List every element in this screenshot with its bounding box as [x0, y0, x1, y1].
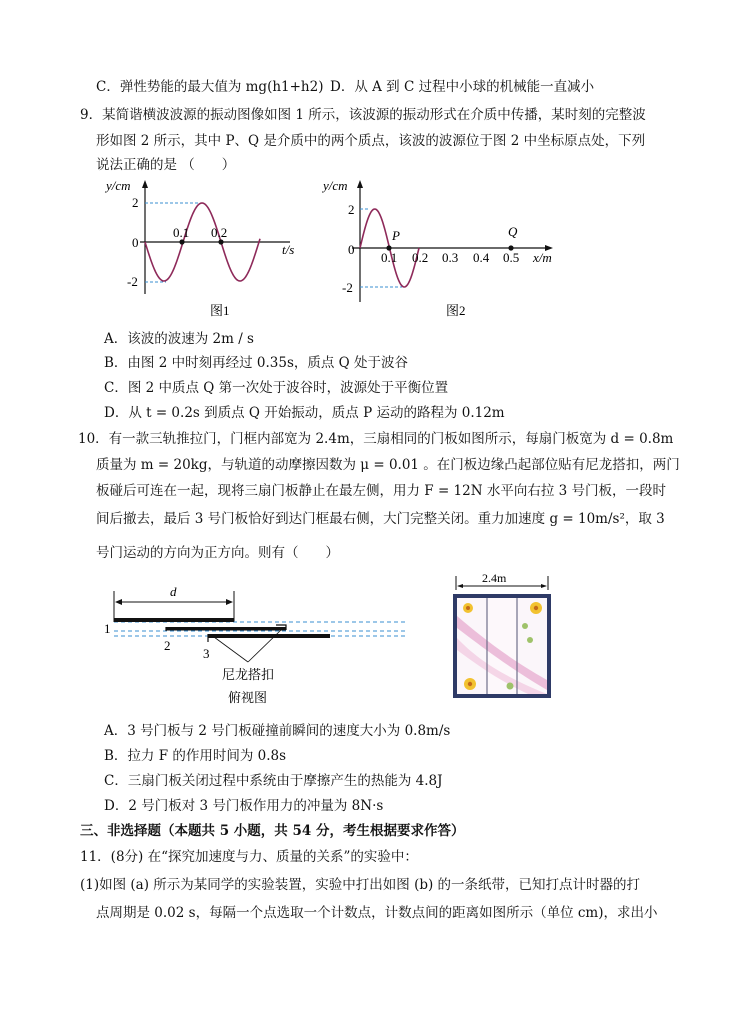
q9-option-a: A．该波的波速为 2m / s: [104, 331, 254, 347]
q11-stem-line3: 点周期是 0.02 s，每隔一个点选取一个计数点，计数点间的距离如图所示（单位 cm)，求出小: [96, 905, 658, 921]
fig2-ylabel: y/cm: [323, 178, 348, 193]
fig1-y-arrow: [142, 180, 148, 188]
option-c-prev: C．弹性势能的最大值为 mg(h1+h2): [96, 79, 324, 95]
q9-stem-line2: 形如图 2 所示，其中 P、Q 是介质中的两个质点，该波的波源位于图 2 中坐标原点处，下列: [96, 133, 646, 149]
fig1-tick-0.1: 0.1: [173, 225, 190, 240]
q9-option-c: C．图 2 中质点 Q 第一次处于波谷时，波源处于平衡位置: [104, 380, 449, 396]
fig1-tick-neg2: -2: [127, 274, 138, 289]
fig2-tick-x3: 0.3: [442, 250, 459, 265]
fig2-origin: 0: [348, 242, 355, 257]
q10-stem-line4: 间后撤去，最后 3 号门板恰好到达门框最右侧，大门完整关闭。重力加速度 g = 10m/s²，取 3: [96, 511, 665, 527]
nylon-pointer-2: [248, 629, 282, 662]
d-arrow-right: [226, 599, 233, 605]
q9-stem-line3: 说法正确的是 （ ）: [96, 157, 236, 173]
door-number-3: 3: [203, 646, 210, 661]
top-view-d-label: d: [170, 584, 177, 599]
door-number-1: 1: [104, 621, 111, 636]
q9-figure-1: [100, 174, 315, 324]
door-flower-3-center: [468, 682, 472, 686]
fig1-tick-2: 2: [132, 195, 139, 210]
door-1-plate: [114, 618, 234, 622]
fig1-xlabel: t/s: [282, 242, 295, 257]
q11-stem-line2: (1)如图 (a) 所示为某同学的实验装置，实验中打出如图 (b) 的一条纸带，已知打点计时器的打: [80, 877, 641, 893]
door-leaf-2: [527, 637, 533, 643]
door-dim-arrow-right: [541, 584, 547, 588]
q10-option-b: B．拉力 F 的作用时间为 0.8s: [104, 748, 287, 764]
q10-option-d: D．2 号门板对 3 号门板作用力的冲量为 8N·s: [104, 798, 384, 814]
fig2-label-p: P: [392, 228, 400, 243]
fig1-origin: 0: [132, 235, 139, 250]
q9-option-b: B．由图 2 中时刻再经过 0.35s，质点 Q 处于波谷: [104, 355, 409, 371]
q10-top-view-diagram: [100, 580, 420, 710]
fig2-y-arrow: [357, 180, 363, 188]
fig2-tick-2: 2: [348, 202, 355, 217]
fig1-tick-0.2: 0.2: [211, 225, 228, 240]
door-3-plate: [208, 634, 330, 638]
section-3-heading: 三、非选择题（本题共 5 小题，共 54 分，考生根据要求作答）: [80, 823, 465, 839]
q10-stem-line1: 10．有一款三轨推拉门，门框内部宽为 2.4m，三扇相同的门板如图所示，每扇门板宽为 d = 0.8m: [78, 431, 674, 447]
fig2-tick-neg2: -2: [342, 280, 353, 295]
fig1-ylabel: y/cm: [106, 178, 131, 193]
q10-stem-line3: 板碰后可连在一起，现将三扇门板静止在最左侧，用力 F = 12N 水平向右拉 3 号门板，一段时: [96, 483, 667, 499]
fig2-tick-x2: 0.2: [412, 250, 429, 265]
top-view-caption: 俯视图: [228, 690, 268, 705]
fig1-point-0.2: [218, 239, 223, 244]
nylon-label: 尼龙搭扣: [222, 667, 275, 682]
fig1-caption: 图1: [210, 303, 230, 318]
q10-option-a: A．3 号门板与 2 号门板碰撞前瞬间的速度大小为 0.8m/s: [104, 723, 451, 739]
d-arrow-left: [115, 599, 122, 605]
q9-figure-2: [322, 174, 562, 324]
fig2-label-q: Q: [508, 224, 518, 239]
fig2-caption: 图2: [446, 303, 466, 318]
fig2-tick-x5: 0.5: [503, 250, 520, 265]
door-leaf-3: [507, 683, 514, 690]
q10-door-illustration: [448, 568, 558, 700]
door-leaf-1: [522, 623, 528, 629]
fig2-tick-x1: 0.1: [381, 250, 398, 265]
door-width-label: 2.4m: [482, 571, 507, 585]
door-2-plate: [166, 627, 286, 631]
q10-stem-line5: 号门运动的方向为正方向。则有（ ）: [96, 545, 339, 561]
fig1-point-0.1: [179, 239, 184, 244]
q10-stem-line2: 质量为 m = 20kg，与轨道的动摩擦因数为 μ = 0.01 。在门板边缘凸起部位贴有尼龙搭扣，两门: [96, 457, 680, 473]
q10-option-c: C．三扇门板关闭过程中系统由于摩擦产生的热能为 4.8J: [104, 773, 443, 789]
q11-stem-line1: 11．(8分) 在“探究加速度与力、质量的关系”的实验中：: [80, 849, 418, 865]
door-flower-2-center: [534, 606, 538, 610]
door-dim-arrow-left: [457, 584, 463, 588]
door-number-2: 2: [164, 638, 171, 653]
nylon-pointer-1: [214, 637, 248, 662]
q9-option-d: D．从 t = 0.2s 到质点 Q 开始振动，质点 P 运动的路程为 0.12m: [104, 405, 505, 421]
door-flower-1-center: [466, 606, 470, 610]
q9-stem-line1: 9．某简谐横波波源的振动图像如图 1 所示，该波源的振动形式在介质中传播，某时刻的完整波: [80, 107, 646, 123]
fig2-tick-x4: 0.4: [473, 250, 490, 265]
option-d-prev: D．从 A 到 C 过程中小球的机械能一直减小: [330, 79, 595, 95]
fig2-xlabel: x/m: [533, 250, 552, 265]
